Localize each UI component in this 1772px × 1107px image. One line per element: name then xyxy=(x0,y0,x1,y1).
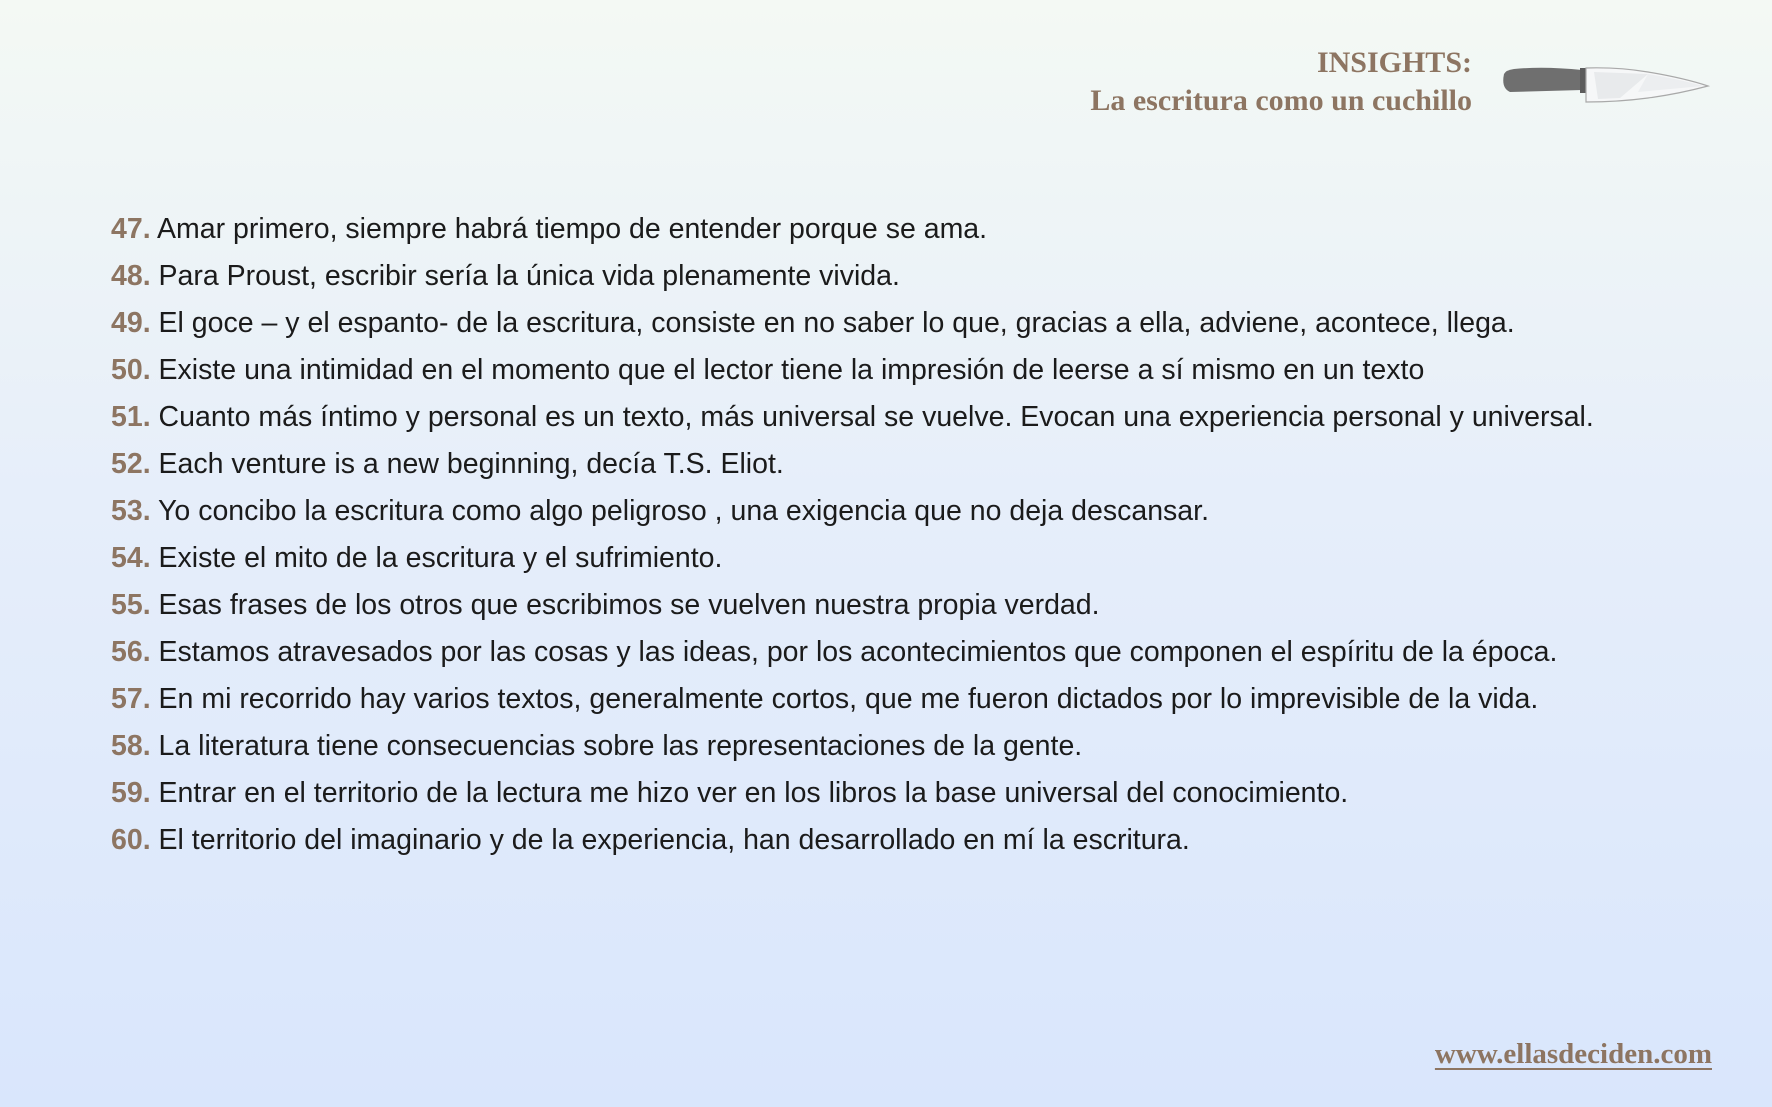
item-text: El territorio del imaginario y de la experiencia, han desarrollado en mí la escritura. xyxy=(158,824,1190,856)
list-item xyxy=(111,676,1691,723)
item-text: Existe el mito de la escritura y el sufrimiento. xyxy=(158,542,723,574)
item-text: Cuanto más íntimo y personal es un texto, más universal se vuelve. Evocan una experiencia personal y universal. xyxy=(158,401,1594,433)
list-item xyxy=(111,535,1691,582)
item-number: 52. xyxy=(111,448,151,480)
item-number: 48. xyxy=(111,260,151,292)
list-item xyxy=(111,300,1691,347)
list-item xyxy=(111,441,1691,488)
item-number: 54. xyxy=(111,542,151,574)
header-title: INSIGHTS: xyxy=(1316,46,1472,79)
item-text: En mi recorrido hay varios textos, generalmente cortos, que me fueron dictados por lo imprevisible de la vida. xyxy=(158,683,1539,715)
item-text: El goce – y el espanto- de la escritura, consiste en no saber lo que, gracias a ella, adviene, acontece, llega. xyxy=(158,307,1515,339)
item-number: 58. xyxy=(111,730,151,762)
insights-list xyxy=(111,206,1691,864)
item-text: Para Proust, escribir sería la única vida plenamente vivida. xyxy=(158,260,900,292)
item-text: Esas frases de los otros que escribimos se vuelven nuestra propia verdad. xyxy=(158,589,1100,621)
item-text: La literatura tiene consecuencias sobre las representaciones de la gente. xyxy=(158,730,1083,762)
list-item xyxy=(111,488,1691,535)
list-item xyxy=(111,347,1691,394)
list-item xyxy=(111,629,1691,676)
item-number: 50. xyxy=(111,354,151,386)
item-number: 51. xyxy=(111,401,151,433)
item-text: Each venture is a new beginning, decía T.S. Eliot. xyxy=(158,448,784,480)
list-item xyxy=(111,817,1691,864)
list-item xyxy=(111,253,1691,300)
header-subtitle: La escritura como un cuchillo xyxy=(1090,84,1472,117)
item-number: 47. xyxy=(111,213,151,245)
list-item xyxy=(111,770,1691,817)
item-number: 53. xyxy=(111,495,151,527)
item-number: 57. xyxy=(111,683,151,715)
knife-icon xyxy=(1498,62,1712,114)
website-link[interactable]: www.ellasdeciden.com xyxy=(1434,1038,1712,1070)
item-text: Estamos atravesados por las cosas y las ideas, por los acontecimientos que componen el espíritu de la época. xyxy=(158,636,1558,668)
item-text: Entrar en el territorio de la lectura me hizo ver en los libros la base universal del conocimiento. xyxy=(158,777,1349,809)
item-text: Amar primero, siempre habrá tiempo de entender porque se ama. xyxy=(156,213,988,245)
item-text: Yo concibo la escritura como algo peligroso , una exigencia que no deja descansar. xyxy=(158,495,1209,527)
list-item xyxy=(111,582,1691,629)
item-number: 56. xyxy=(111,636,151,668)
list-item xyxy=(111,394,1691,441)
item-number: 55. xyxy=(111,589,151,621)
item-number: 60. xyxy=(111,824,151,856)
item-text: Existe una intimidad en el momento que el lector tiene la impresión de leerse a sí mismo en un texto xyxy=(158,354,1425,386)
list-item xyxy=(111,206,1691,253)
item-number: 49. xyxy=(111,307,151,339)
item-number: 59. xyxy=(111,777,151,809)
page-header xyxy=(1090,44,1472,120)
list-item xyxy=(111,723,1691,770)
